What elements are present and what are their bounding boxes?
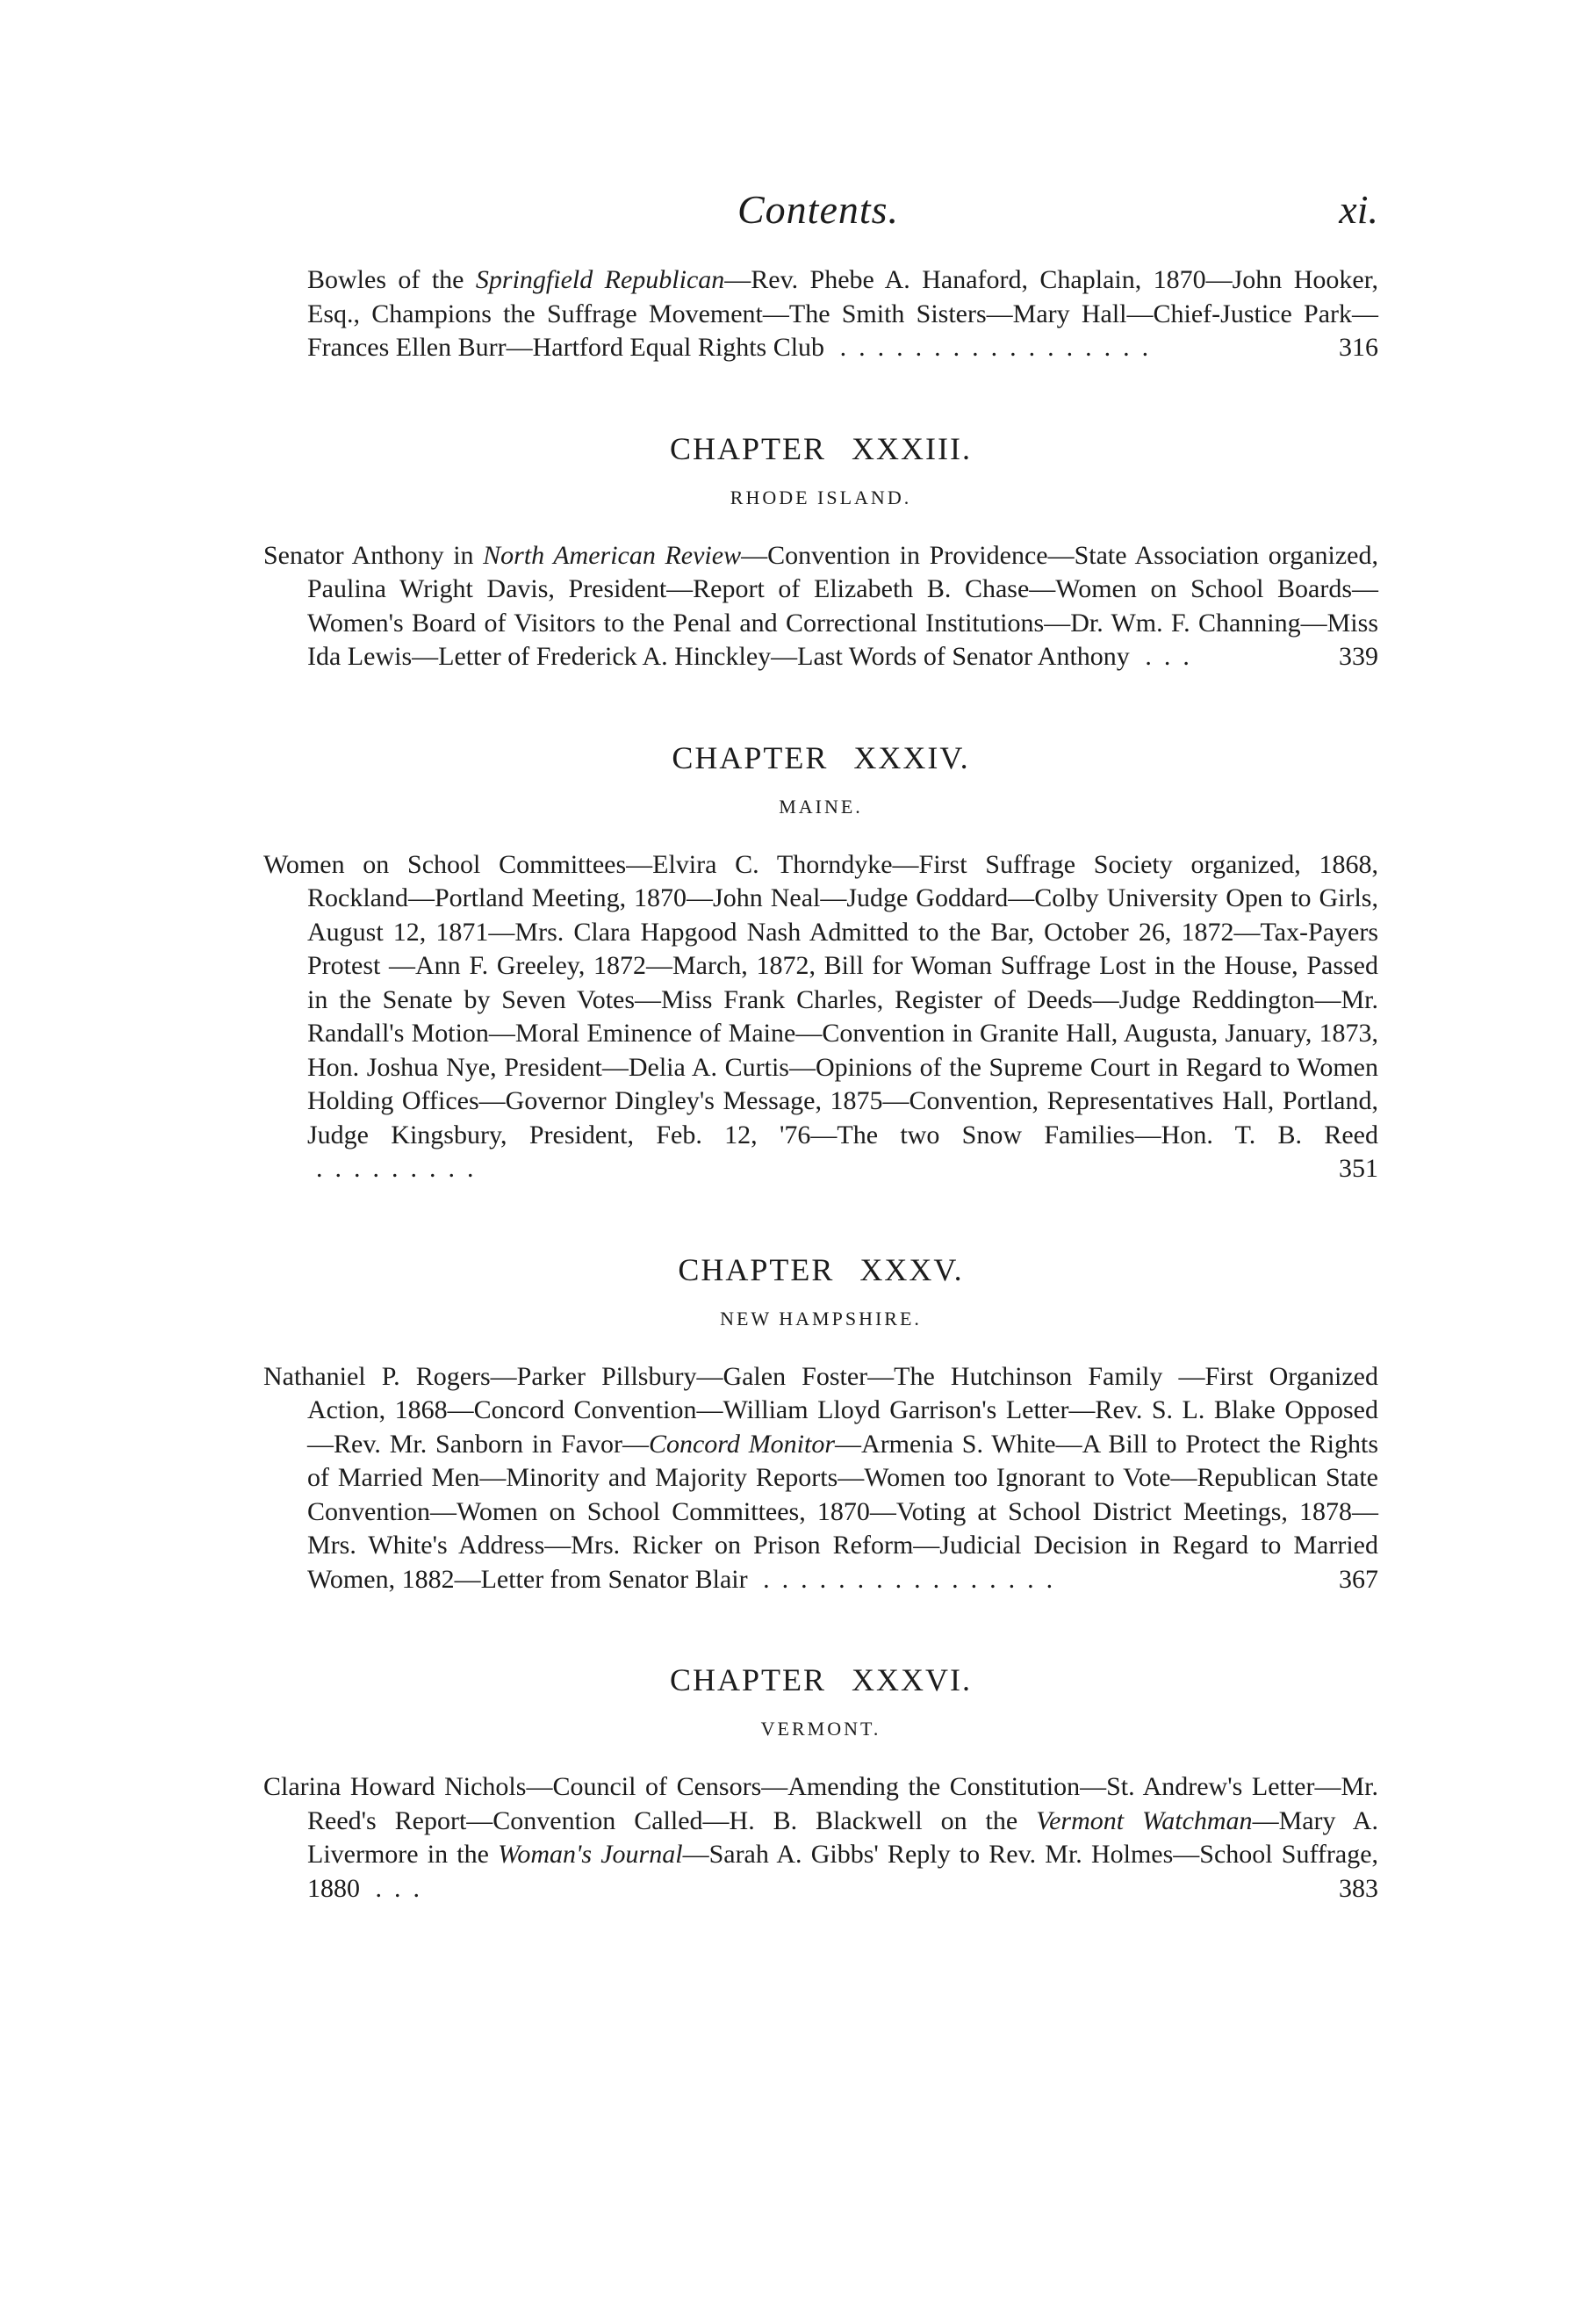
chapter-state-title: NEW HAMPSHIRE. [720, 1307, 922, 1330]
chapter-state-title: RHODE ISLAND. [730, 486, 912, 508]
toc-entry: Senator Anthony in North American Review—Convention in Providence—State Association organized, Paulina Wright Davis, President—Report of Elizabeth B. Chase—Women on School Boards—Women's Board of Visitors to the Penal and Correctional Institutions—Dr. Wm. F. Channing—Miss Ida Lewis—Letter of Frederick A. Hinckley—Last Words of Senator Anthony ... 339 [263, 539, 1378, 674]
chapter-heading: CHAPTER XXXIII. [670, 430, 972, 466]
chapter-heading: CHAPTER XXXIV. [672, 739, 970, 775]
chapter-state-title: MAINE. [779, 795, 863, 818]
leader-dots: ... [375, 1873, 432, 1903]
chapter-xxxiv [263, 739, 1378, 1186]
chapter-xxxvi [263, 1661, 1378, 1906]
toc-entry: Nathaniel P. Rogers—Parker Pillsbury—Galen Foster—The Hutchinson Family —First Organized Action, 1868—Concord Convention—William Lloyd Garrison's Letter—Rev. S. L. Blake Opposed—Rev. Mr. Sanborn in Favor—Concord Monitor—Armenia S. White—A Bill to Protect the Rights of Married Men—Minority and Majority Reports—Women too Ignorant to Vote—Republican State Convention—Women on School Committees, 1870—Voting at School District Meetings, 1878—Mrs. White's Address—Mrs. Ricker on Prison Reform—Judicial Decision in Regard to Married Women, 1882—Letter from Senator Blair ................ 367 [263, 1360, 1378, 1597]
contents-list [263, 263, 1378, 1906]
page-ref: 339 [1339, 642, 1378, 671]
page-ref: 351 [1339, 1154, 1378, 1183]
chapter-xxxv [263, 1251, 1378, 1597]
toc-entry-continued: Bowles of the Springfield Republican—Rev. Phebe A. Hanaford, Chaplain, 1870—John Hooker, Esq., Champions the Suffrage Movement—The Smith Sisters—Mary Hall—Chief-Justice Park—Frances Ellen Burr—Hartford Equal Rights Club ................. 316 [263, 263, 1378, 365]
leader-dots: ......... [316, 1154, 486, 1183]
page-ref: 383 [1339, 1873, 1378, 1903]
running-header [263, 186, 1378, 239]
chapter-xxxiii [263, 430, 1378, 674]
toc-entry: Clarina Howard Nichols—Council of Censors—Amending the Constitution—St. Andrew's Letter—Mr. Reed's Report—Convention Called—H. B. Blackwell on the Vermont Watchman—Mary A. Livermore in the Woman's Journal—Sarah A. Gibbs' Reply to Rev. Mr. Holmes—School Suffrage, 1880 ... 383 [263, 1770, 1378, 1906]
toc-entry: Women on School Committees—Elvira C. Thorndyke—First Suffrage Society organized, 1868, Rockland—Portland Meeting, 1870—John Neal—Judge Goddard—Colby University Open to Girls, August 12, 1871—Mrs. Clara Hapgood Nash Admitted to the Bar, October 26, 1872—Tax-Payers Protest —Ann F. Greeley, 1872—March, 1872, Bill for Woman Suffrage Lost in the House, Passed in the Senate by Seven Votes—Miss Frank Charles, Register of Deeds—Judge Reddington—Mr. Randall's Motion—Moral Eminence of Maine—Convention in Granite Hall, Augusta, January, 1873, Hon. Joshua Nye, President—Delia A. Curtis—Opinions of the Supreme Court in Regard to Women Holding Offices—Governor Dingley's Message, 1875—Convention, Representatives Hall, Portland, Judge Kingsbury, President, Feb. 12, '76—The two Snow Families—Hon. T. B. Reed ......... 351 [263, 848, 1378, 1186]
chapter-heading: CHAPTER XXXVI. [669, 1662, 972, 1697]
page-ref: 316 [1339, 333, 1378, 362]
leader-dots: ................. [839, 333, 1161, 362]
page-ref: 367 [1339, 1564, 1378, 1594]
page-number: xi. [1339, 187, 1378, 232]
chapter-heading: CHAPTER XXXV. [678, 1251, 964, 1287]
chapter-state-title: VERMONT. [760, 1718, 881, 1740]
leader-dots: ... [1145, 642, 1202, 671]
running-title: Contents. [737, 187, 900, 232]
leader-dots: ................ [763, 1564, 1066, 1594]
